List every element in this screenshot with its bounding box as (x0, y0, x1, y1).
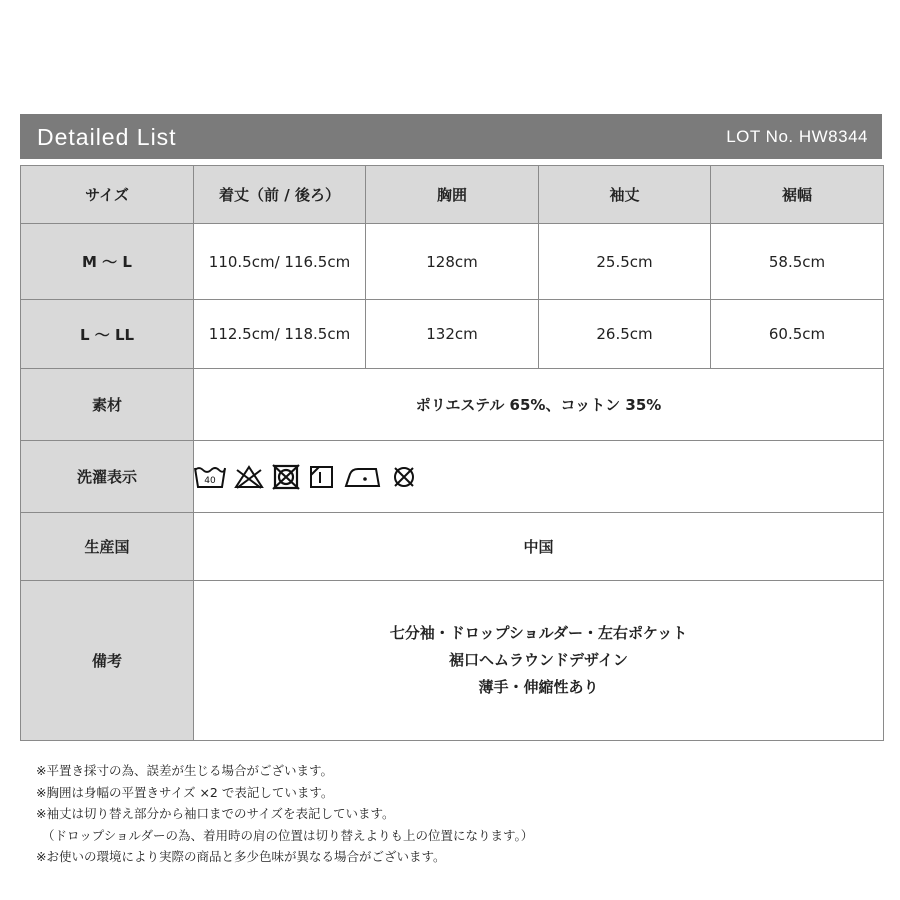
notes-line: 裾口ヘムラウンドデザイン (449, 651, 628, 669)
column-header-chest: 胸囲 (366, 166, 539, 224)
no-bleach-icon (234, 464, 264, 490)
chest-cell: 128cm (366, 224, 539, 300)
footnote-line: ※お使いの環境により実際の商品と多少色味が異なる場合がございます。 (36, 849, 446, 864)
size-cell: M 〜 L (21, 224, 194, 300)
column-header-length: 着丈（前 / 後ろ） (194, 166, 366, 224)
chest-cell: 132cm (366, 300, 539, 369)
hem-cell: 60.5cm (711, 300, 884, 369)
line-dry-shade-icon (308, 464, 336, 490)
care-label: 洗濯表示 (21, 441, 194, 513)
sleeve-cell: 25.5cm (539, 224, 711, 300)
footnote-line: ※平置き採寸の為、誤差が生じる場合がございます。 (36, 763, 333, 778)
iron-low-icon (344, 464, 382, 490)
wash-temp-text: 40 (204, 475, 216, 486)
care-symbols (194, 441, 884, 513)
footnote-line: ※袖丈は切り替え部分から袖口までのサイズを表記しています。 (36, 806, 395, 821)
notes-line: 薄手・伸縮性あり (478, 678, 599, 696)
notes-value (194, 581, 884, 741)
notes-row (21, 581, 884, 741)
table-header-row (21, 166, 884, 224)
table-row (21, 300, 884, 369)
material-label: 素材 (21, 369, 194, 441)
origin-value (194, 513, 884, 581)
length-cell: 112.5cm/ 118.5cm (194, 300, 366, 369)
size-cell: L 〜 LL (21, 300, 194, 369)
material-row (21, 369, 884, 441)
material-value (194, 369, 884, 441)
table-row (21, 224, 884, 300)
wash-40-icon (194, 464, 226, 490)
no-dry-clean-icon (390, 464, 418, 490)
material-text: ポリエステル 65%、コットン 35% (415, 396, 662, 414)
header-title: Detailed List (37, 124, 177, 150)
column-header-sleeve: 袖丈 (539, 166, 711, 224)
sleeve-cell: 26.5cm (539, 300, 711, 369)
notes-label: 備考 (21, 581, 194, 741)
footnotes (36, 760, 533, 868)
hem-cell: 58.5cm (711, 224, 884, 300)
length-cell: 110.5cm/ 116.5cm (194, 224, 366, 300)
notes-line: 七分袖・ドロップショルダー・左右ポケット (389, 624, 688, 642)
lot-number: LOT No. HW8344 (726, 127, 868, 146)
column-header-hem: 裾幅 (711, 166, 884, 224)
footnote-line: （ドロップショルダーの為、着用時の肩の位置は切り替えよりも上の位置になります。） (42, 827, 534, 843)
no-tumble-dry-icon (272, 464, 300, 490)
footnote-line: ※胸囲は身幅の平置きサイズ ×2 で表記しています。 (36, 784, 334, 800)
origin-label: 生産国 (21, 513, 194, 581)
column-header-size: サイズ (21, 166, 194, 224)
size-spec-table (20, 165, 884, 741)
origin-row (21, 513, 884, 581)
detailed-list-header (20, 114, 882, 159)
care-row (21, 441, 884, 513)
origin-text: 中国 (523, 538, 554, 556)
